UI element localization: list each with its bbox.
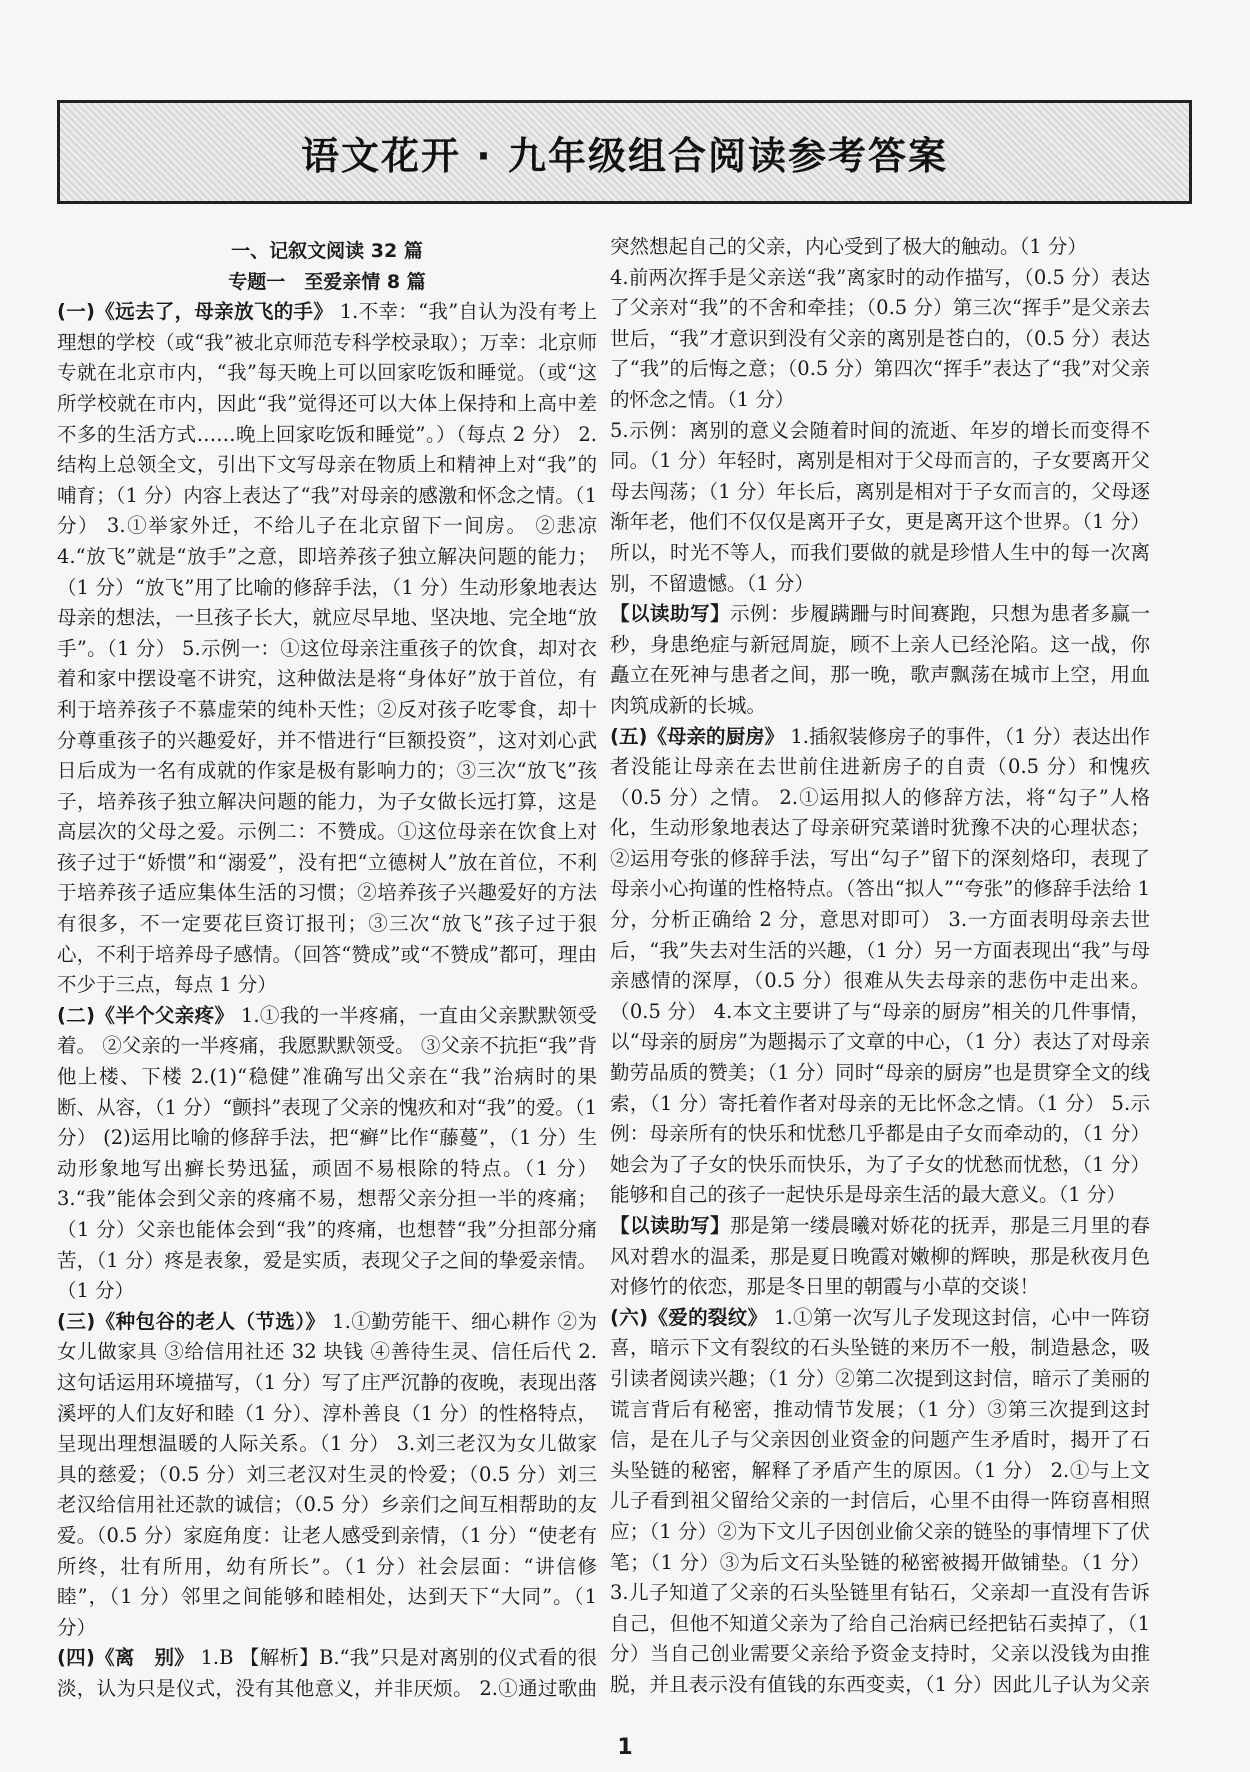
answer-block-2 <box>57 1001 597 1307</box>
reading-writing-block-2 <box>610 1211 1150 1303</box>
page-title: 语文花开 · 九年级组合阅读参考答案 <box>301 133 948 178</box>
article-title-4: (四)《离 别》 <box>57 1646 195 1670</box>
answer-continuation: 突然想起自己的父亲，内心受到了极大的触动。（1 分） <box>610 235 1087 258</box>
reading-writing-text-2: 那是第一缕晨曦对娇花的抚弄，那是三月里的春风对碧水的温柔，那是夏日晚霞对嫩柳的辉映，那是秋夜月色对修竹的依恋，那是冬日里的朝霞与小草的交谈！ <box>610 1214 1150 1299</box>
answer-text-1: 1.不幸：“我”自认为没有考上理想的学校（或“我”被北京师范专科学校录取）；万幸：北京师专就在北京市内，“我”每天晚上可以回家吃饭和睡觉。（或“这所学校就在市内，因此“我”觉得还可以大体上保持和上高中差不多的生活方式……晚上回家吃饭和睡觉”。）（每点 2 分） 2.结构上总领全文，引出下文写母亲在物质上和精神上对“我”的哺育；（1 分）内容上表达了“我”对母亲的感激和怀念之情。（1 分） 3.①举家外迁，不给儿子在北京留下一间房。 ②悲凉 4.“放飞”就是“放手”之意，即培养孩子独立解决问题的能力；（1 分）“放飞”用了比喻的修辞手法，（1 分）生动形象地表达母亲的想法，一旦孩子长大，就应尽早地、坚决地、完全地“放手”。（1 分） 5.示例一：①这位母亲注重孩子的饮食，却对衣着和家中摆设毫不讲究，这种做法是将“身体好”放于首位，有利于培养孩子不慕虚荣的纯朴天性；②反对孩子吃零食，却十分尊重孩子的兴趣爱好，并不惜进行“巨额投资”，这对刘心武日后成为一名有成就的作家是极有影响力的；③三次“放飞”孩子，培养孩子独立解决问题的能力，为子女做长远打算，这是高层次的父母之爱。示例二：不赞成。①这位母亲在饮食上对孩子过于“娇惯”和“溺爱”，没有把“立德树人”放在首位，不利于培养孩子适应集体生活的习惯；②培养孩子兴趣爱好的方法有很多，不一定要花巨资订报刊；③三次“放飞”孩子过于狠心，不利于培养母子感情。（回答“赞成”或“不赞成”都可，理由不少于三点，每点 1 分） <box>57 300 597 997</box>
article-title-3: (三)《种包谷的老人（节选）》 <box>57 1309 326 1333</box>
left-column <box>57 236 597 1701</box>
topic-heading: 专题一 至爱亲情 8 篇 <box>228 270 426 293</box>
answer-text-3: 1.①勤劳能干、细心耕作 ②为女儿做家具 ③给信用社还 32 块钱 ④善待生灵、信任后代 2.这句话运用环境描写，（1 分）写了庄严沉静的夜晚，表现出落溪坪的人们友好和睦（1 分）、淳朴善良（1 分）的性格特点，呈现出理想温暖的人际关系。（1 分） 3.刘三老汉为女儿做家具的慈爱；（0.5 分）刘三老汉对生灵的怜爱；（0.5 分）刘三老汉给信用社还款的诚信；（0.5 分）乡亲们之间互相帮助的友爱。（0.5 分）家庭角度：让老人感受到亲情，（1 分）“使老有所终，壮有所用，幼有所长”。（1 分）社会层面：“讲信修睦”，（1 分）邻里之间能够和睦相处，达到天下“大同”。（1 分） <box>57 1309 597 1639</box>
article-title-1: (一)《远去了，母亲放飞的手》 <box>57 300 334 324</box>
answer-text-5: 1.插叙装修房子的事件，（1 分）表达出作者没能让母亲在去世前住进新房子的自责（0.5 分）和愧疚（0.5 分）之情。 2.①运用拟人的修辞方法，将“勾子”人格化，生动形象地表达了母亲研究菜谱时犹豫不决的心理状态；②运用夸张的修辞手法，写出“勾子”留下的深刻烙印，表现了母亲小心拘谨的性格特点。（答出“拟人”“夸张”的修辞手法给 1 分，分析正确给 2 分，意思对即可） 3.一方面表明母亲去世后，“我”失去对生活的兴趣，（1 分）另一方面表现出“我”与母亲感情的深厚，（0.5 分）很难从失去母亲的悲伤中走出来。（0.5 分） 4.本文主要讲了与“母亲的厨房”相关的几件事情，以“母亲的厨房”为题揭示了文章的中心，（1 分）表达了对母亲勤劳品质的赞美；（1 分）同时“母亲的厨房”也是贯穿全文的线索，（1 分）寄托着作者对母亲的无比怀念之情。（1 分） 5.示例：母亲所有的快乐和忧愁几乎都是由子女而牵动的，（1 分）她会为了子女的快乐而快乐，为了子女的忧愁而忧愁，（1 分）能够和自己的孩子一起快乐是母亲生活的最大意义。（1 分） <box>610 724 1150 1207</box>
answer-item-5-continued: 5.示例：离别的意义会随着时间的流逝、年岁的增长而变得不同。（1 分）年轻时，离别是相对于父母而言的，子女要离开父母去闯荡；（1 分）年长后，离别是相对于子女而言的，父母逐渐年老，他们不仅仅是离开子女，更是离开这个世界。（1 分）所以，时光不等人，而我们要做的就是珍惜人生中的每一次离别，不留遗憾。（1 分） <box>610 418 1150 595</box>
right-column <box>610 232 1150 1697</box>
answer-text-6: 1.①第一次写儿子发现这封信，心中一阵窃喜，暗示下文有裂纹的石头坠链的来历不一般，制造悬念，吸引读者阅读兴趣；（1 分）②第二次提到这封信，暗示了美丽的谎言背后有秘密，推动情节发展；（1 分）③第三次提到这封信，是在儿子与父亲因创业资金的问题产生矛盾时，揭开了石头坠链的秘密，解释了矛盾产生的原因。（1 分） 2.①与上文儿子看到祖父留给父亲的一封信后，心里不由得一阵窃喜相照应；（1 分）②为下文儿子因创业偷父亲的链坠的事情埋下了伏笔；（1 分）③为后文石头坠链的秘密被揭开做铺垫。（1 分） 3.儿子知道了父亲的石头坠链里有钻石，父亲却一直没有告诉自己，但他不知道父亲为了给自己治病已经把钻石卖掉了，（1 分）当自己创业需要父亲给予资金支持时，父亲以没钱为由推脱，并且表示没有值钱的东西变卖，（1 分）因此儿子认为父亲 <box>610 1305 1150 1696</box>
title-banner <box>57 100 1192 204</box>
answer-block-6 <box>610 1303 1150 1697</box>
answer-block-1 <box>57 297 597 1001</box>
answer-text-4: 1.B 【解析】B.“我”只是对离别的仪式看的很淡，认为只是仪式，没有其他意义，并非厌烦。 2.①通过歌曲 <box>57 1646 597 1700</box>
answer-text-2: 1.①我的一半疼痛，一直由父亲默默领受着。 ②父亲的一半疼痛，我愿默默领受。 ③父亲不抗拒“我”背他上楼、下楼 2.(1)“稳健”准确写出父亲在“我”治病时的果断、从容，（1 分）“颤抖”表现了父亲的愧疚和对“我”的爱。（1 分） (2)运用比喻的修辞手法，把“癣”比作“藤蔓”，（1 分）生动形象地写出癣长势迅猛，顽固不易根除的特点。（1 分） 3.“我”能体会到父亲的疼痛不易，想帮父亲分担一半的疼痛；（1 分）父亲也能体会到“我”的疼痛，也想替“我”分担部分痛苦，（1 分）疼是表象，爱是实质，表现父子之间的挚爱亲情。（1 分） <box>57 1003 597 1303</box>
article-title-5: (五)《母亲的厨房》 <box>610 724 785 748</box>
answer-block-5 <box>610 722 1150 1212</box>
reading-writing-text-1: 示例：步履蹒跚与时间赛跑，只想为患者多赢一秒，身患绝症与新冠周旋，顾不上亲人已经沦陷。这一战，你矗立在死神与患者之间，那一晚，歌声飘荡在城市上空，用血肉筑成新的长城。 <box>610 602 1150 717</box>
answer-block-4 <box>57 1643 597 1701</box>
answer-item-4-continued: 4.前两次挥手是父亲送“我”离家时的动作描写，（0.5 分）表达了父亲对“我”的不舍和牵挂；（0.5 分）第三次“挥手”是父亲去世后，“我”才意识到没有父亲的离别是苍白的，（0.5 分）表达了“我”的后悔之意；（0.5 分）第四次“挥手”表达了“我”对父亲的怀念之情。（1 分） <box>610 265 1150 411</box>
reading-writing-label-1: 【以读助写】 <box>610 602 731 626</box>
reading-writing-label-2: 【以读助写】 <box>610 1214 731 1237</box>
page-number: 1 <box>617 1735 633 1760</box>
answer-block-3 <box>57 1307 597 1644</box>
article-title-6: (六)《爱的裂纹》 <box>610 1305 768 1329</box>
section-heading: 一、记叙文阅读 32 篇 <box>231 240 423 262</box>
reading-writing-block-1 <box>610 599 1150 721</box>
article-title-2: (二)《半个父亲疼》 <box>57 1003 235 1027</box>
